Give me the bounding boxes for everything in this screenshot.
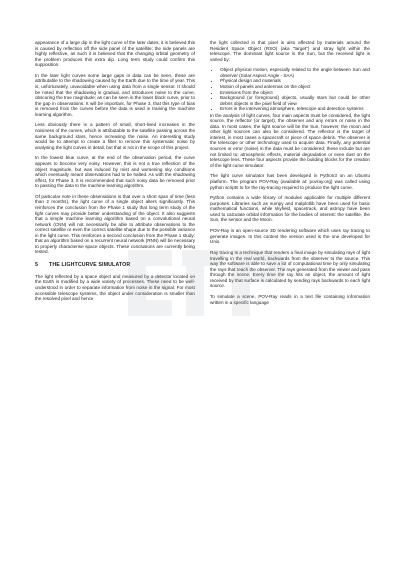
paragraph: Less obviously there is a pattern of small, short-lived increases in the noisiness of the curves, which is attributable to the satellite passing across the same background stars, hence increasing the noise. An interesting study would be to attempt to create a filter to remove this systematic noise by analysing the light curves in detail, but that is not in the scope of this project. (35, 122, 195, 150)
paragraph: POV-Ray is an open-source 3D rendering software which uses ray tracing to generate images. In this context the version used is the one developed for Unix. (210, 228, 370, 245)
paragraph: The light reflected by a space object and measured by a detector located on the Earth is modified by a wide variety of processes. These need to be well-understood in order to separate information from noise in the signal. For most accessible telescope systems, the object under consideration is smaller than the resolved pixel and hence (35, 273, 195, 302)
list-item: • Background (or foreground) objects, usually stars but could be other debris objects in the pixel field of view (220, 95, 370, 106)
bullet-list (210, 67, 370, 111)
paragraph: Of particular note in these observations is that over a short span of time (less than 2 months), the light curve of a single object alters significantly. This reinforces the conclusion from the Phase 1 study that long term study of the light curves may provide better understanding of the object. It also suggests that a simple machine learning algorithm based on a convolutional neural network (CNN) will not necessarily be able to attribute observations to the correct satellite or even the correct satellite shape due to the possible variance in the light curve. This reinforces a second conclusion from the Phase 1 study: that an algorithm based on a recurrent neural network (RNN) will be necessary to properly characterise space objects. These conclusions are currently being tested. (35, 193, 195, 255)
list-item: • Physical design and materials (220, 78, 370, 84)
list-item: • Motion of panels and antennas on the object (220, 84, 370, 90)
section-heading (35, 262, 195, 268)
right-column (210, 40, 370, 310)
section-number: 5 (35, 261, 39, 268)
paragraph: To simulate a scene, POV-Ray reads in a text file containing information written in a specific language (210, 294, 370, 305)
paragraph: In the analysis of light curves, four main aspects must be considered, the light source, the reflector (or target), the observer and any errors or noise in the data. In most cases, the light source will be the Sun, however, the moon and other light sources can also be considered. The reflector is the target of interest, in most cases a spacecraft or piece of space debris. The observer is the telescope or other technology used to acquire data. Finally, any potential sources or error (noise) in the data must be considered; these include but are not limited to; atmospheric effects, material degradation or even dust on the telescope lens. These four aspects provide the building blocks for the creation of the light curve simulator. (210, 112, 370, 168)
paragraph: the light collected in that pixel is also affected by materials around the Resident Space Object (RSO) (aka "target") and stray light within the telescope. The dominant light source is the Sun, but the received light is varied by: (210, 40, 370, 62)
paragraph: In the later light curves some large gaps in data can be seen, these are attributable to the shadowing caused by the Earth due to the time of year. This is, unfortunately, unavoidable when using data from a single sensor. It should be noted that the shadowing is gradual, and introduces noise to the curve, obscuring the true magnitude; as can be seen in the lower black curve, prior to the gap in observations. It will be important, for Phase 3, that this type of bias is removed from the curves before the data is used in training the machine learning algorithm. (35, 72, 195, 117)
list-item: • Errors in the intervening atmosphere, telescope and detection systems (220, 106, 370, 112)
section-title: THE LIGHTCURVE SIMULATOR (49, 261, 131, 268)
paragraph: In the lowest blue curve, at the end of the observation period, the curve appears to become very noisy. However, this is not a true reflection of the object magnitude, but was induced by mist and worsening sky conditions which eventually meant observations had to be halted. As with the shadowing effect, for Phase 3, it is recommended that such noisy data be removed prior to passing the data to the machine learning algorithm. (35, 155, 195, 189)
left-column (35, 40, 195, 307)
list-item: • Emissions from the object (220, 90, 370, 96)
list-item: • Object physical motion, especially related to the angle between Sun and observer (Solar Aspect Angle - SAA) (220, 67, 370, 78)
paragraph: appearance of a large dip in the light curve of the later dates, it is believed this is caused by reflection off the side panel of the satellite; the side panels are highly reflective, as such it is believed that the changing orbital geometry of the problem produces this extra dip. Long term study could confirm this supposition. (35, 40, 195, 68)
paragraph: Python contains a wide library of modules applicable for multiple different purposes. Libraries such as numpy and matplotlib have been used for basic mathematical functions, while skyfield, spacetrack, and astropy have been used to calculate orbital information for the bodies of interest: the satellite, the Sun, the sensor and the Moon. (210, 195, 370, 223)
paragraph: Ray tracing is a technique that renders a final image by simulating rays of light travelling in the real world, backwards from the observer to the source. This way the software is able to save a lot of computational time by only simulating the rays that reach the observer. The rays generated from the viewer and pass through the scene. Every time the ray hits an object, the amount of light received by that surface is calculated by sending rays backwards to each light source. (210, 249, 370, 289)
paragraph: The light curve simulator has been developed in Python3 on an Ubuntu platform. The program POV-Ray (available at: povray.org) was called using python scripts to for the ray-tracing required to produce the light curve. (210, 173, 370, 190)
